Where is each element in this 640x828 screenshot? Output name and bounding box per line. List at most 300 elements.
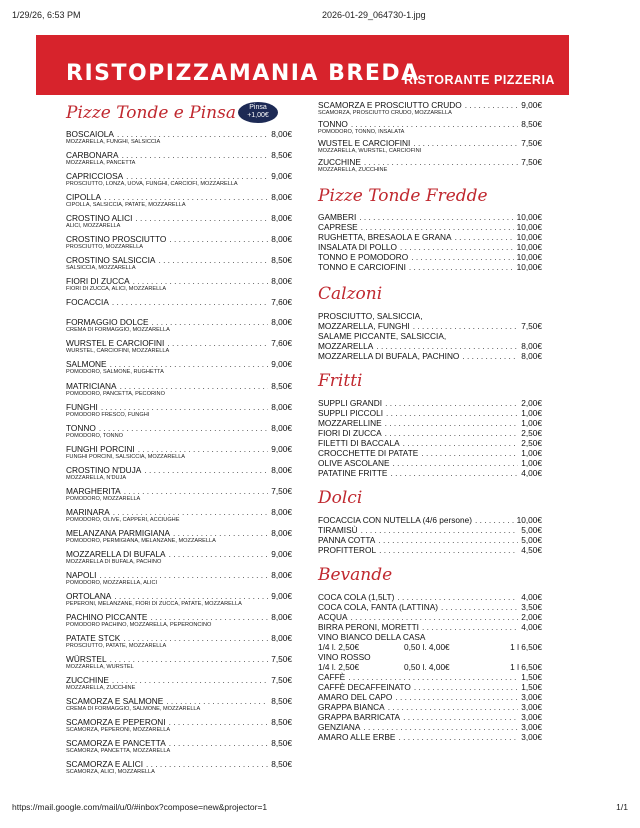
item-price: 8,00€ [271,612,292,623]
menu-item [66,654,292,671]
item-row [318,682,542,692]
item-name: FUNGHI [66,401,98,412]
item-name: PACHINO PICCANTE [66,612,148,623]
item-name: SCAMORZA E PROSCIUTTO CRUDO [318,100,462,110]
menu-item [318,612,542,622]
dot-leader [123,633,268,643]
menu-item [318,252,542,262]
menu-item [318,242,542,252]
item-row [318,722,542,732]
dot-leader [422,622,518,632]
dot-leader [385,398,518,408]
item-row [318,119,542,129]
item-price: 7,50€ [521,157,542,167]
item-name: COCA COLA (1,5LT) [318,592,395,602]
item-price: 8,50€ [271,717,292,728]
dot-leader [158,255,268,265]
dot-leader [403,712,518,722]
item-name: WÜRSTEL [66,654,107,665]
vino-rosso [318,652,542,672]
item-row [66,612,292,622]
dot-leader [166,696,268,706]
item-name: FOCACCIA [66,297,109,308]
dolci-list [318,515,542,555]
dot-leader [421,448,518,458]
item-price: 2,50€ [521,428,542,438]
item-row [318,242,542,252]
pizze-list-continued [318,95,542,174]
menu-item [66,171,292,188]
item-row [66,675,292,685]
menu-item [66,338,292,355]
bevande-list [318,592,542,632]
menu-item [66,759,292,776]
item-row [66,359,292,369]
menu-item [318,408,542,418]
pizze-list [66,129,292,776]
item-description: MOZZARELLA, ZUCCHINE [66,685,136,692]
section-title: Pizze Tonde Fredde [318,186,488,206]
item-price: 1,00€ [521,418,542,428]
item-description: CIPOLLA, SALSICCIA, PATATE, MOZZARELLA [66,202,186,209]
item-row [318,602,542,612]
item-description: MOZZARELLA, ZUCCHINE [318,167,388,173]
item-row [318,672,542,682]
item-row [66,696,292,706]
item-name: MELANZANA PARMIGIANA [66,527,171,538]
item-price: 8,00€ [271,464,292,475]
item-price: 10,00€ [516,212,542,222]
item-name: CROSTINO N'DUJA [66,464,142,475]
dot-leader [364,157,518,167]
item-row [318,712,542,722]
menu-item [318,722,542,732]
menu-item [318,448,542,458]
item-price: 9,00€ [271,443,292,454]
item-row [66,297,292,307]
item-price: 8,00€ [271,401,292,412]
menu-item [66,528,292,545]
menu-item [318,222,542,232]
item-price: 8,00€ [271,234,292,245]
item-description: POMODORO, PERMIGIANA, MELANZANE, MOZZARELLA [66,537,216,544]
menu-item [318,119,542,136]
item-name: GAMBERI [318,212,357,222]
item-price: 7,60€ [271,338,292,349]
dot-leader [113,507,268,517]
item-row [66,402,292,412]
menu-item [66,738,292,755]
item-name: NAPOLI [66,569,97,580]
item-name: CROSTINO PROSCIUTTO [66,234,167,245]
item-row [318,232,542,242]
dot-leader [403,438,519,448]
item-price: 8,00€ [271,213,292,224]
item-price: 1,50€ [521,672,542,682]
item-row [66,465,292,475]
menu-item [318,138,542,155]
item-name: SCAMORZA E PANCETTA [66,738,166,749]
item-description: SCAMORZA, PEPERONI, MOZZARELLA [66,727,171,734]
item-row [66,255,292,265]
item-price: 1,50€ [521,682,542,692]
dot-leader [101,402,268,412]
item-row [318,157,542,167]
item-description: PROSCIUTTO, PATATE, MOZZARELLA [66,643,167,650]
item-name: OLIVE ASCOLANE [318,458,390,468]
dot-leader [133,276,269,286]
dot-leader [455,232,514,242]
print-footer [12,802,628,814]
menu-item [66,696,292,713]
dot-leader [173,528,268,538]
vino-liter: 1 l 6,50€ [510,642,542,652]
item-row [318,212,542,222]
item-description: PROSCIUTTO, MOZZARELLA [66,244,143,251]
dot-leader [413,321,518,331]
vino-quarter: 1/4 l. 2,50€ [318,642,360,652]
item-name-line: PROSCIUTTO, SALSICCIA, [318,311,423,321]
item-name: GENZIANA [318,722,361,732]
menu-item [66,465,292,482]
dot-leader [385,428,519,438]
item-row [66,150,292,160]
item-name: CAFFÈ [318,672,346,682]
item-name: CROSTINO SALSICCIA [66,255,156,266]
item-price: 7,50€ [271,485,292,496]
item-price: 1,00€ [521,448,542,458]
item-price: 3,50€ [521,602,542,612]
menu-item [318,525,542,535]
item-name-line: SALAME PICCANTE, SALSICCIA, [318,331,447,341]
item-name: CAPRICCIOSA [66,171,124,182]
item-description: SCAMORZA, PANCETTA, MOZZARELLA [66,748,171,755]
item-row [66,507,292,517]
item-price: 10,00€ [516,515,542,525]
item-name: TONNO E POMODORO [318,252,409,262]
menu-item [66,234,292,251]
dot-leader [104,192,268,202]
pinsa-badge [238,102,278,123]
menu-item [66,381,292,398]
dot-leader [117,129,268,139]
item-name: AMARO ALLE ERBE [318,732,396,742]
item-row [66,591,292,601]
dot-leader [135,213,268,223]
item-description: MOZZARELLA, WURSTEL, CARCIOFINI [318,148,422,154]
item-name: FUNGHI PORCINI [66,443,135,454]
item-row [318,622,542,632]
dot-leader [385,418,519,428]
item-name: TONNO E CARCIOFINI [318,262,406,272]
item-price: 8,00€ [271,192,292,203]
item-row [318,100,542,110]
item-price: 1,00€ [521,458,542,468]
item-price: 4,00€ [521,622,542,632]
dot-leader [99,423,268,433]
item-price: 7,60€ [271,297,292,308]
menu-item [318,692,542,702]
dot-leader [169,234,268,244]
fritti-list [318,398,542,478]
item-description: POMODORO, TONNO [66,432,123,439]
item-price: 10,00€ [516,242,542,252]
dot-leader [126,171,268,181]
badge-line: +1,00€ [247,112,269,119]
dot-leader [379,545,518,555]
restaurant-name: RISTOPIZZAMANIA BREDA [66,61,420,86]
item-name: MOZZARELLA DI BUFALA, PACHINO [318,351,460,361]
item-row [66,276,292,286]
item-name: CARBONARA [66,150,119,161]
section-pizze-tonde [66,95,292,125]
item-description: FIORI DI ZUCCA, ALICI, MOZZARELLA [66,286,167,293]
item-row [318,418,542,428]
pizze-fredde-list [318,212,542,272]
item-name: FILETTI DI BACCALA [318,438,400,448]
vino-label: VINO ROSSO [318,652,371,662]
menu-item [318,157,542,174]
item-row [318,732,542,742]
item-row [318,351,542,361]
item-description: POMODORO PACHINO, MOZZARELLA, PEPERONCINO [66,622,212,629]
item-name: AMARO DEL CAPO [318,692,393,702]
item-name: FOCACCIA CON NUTELLA (4/6 persone) [318,515,473,525]
item-row [318,262,542,272]
item-row [318,535,542,545]
dot-leader [169,738,269,748]
item-row [66,738,292,748]
menu-item [318,545,542,555]
menu-item [66,192,292,209]
menu-item [66,591,292,608]
menu-item [318,702,542,712]
item-price: 4,00€ [521,468,542,478]
vino-label: VINO BIANCO DELLA CASA [318,632,426,642]
dot-leader [361,222,514,232]
item-price: 8,00€ [271,317,292,328]
menu-item [318,212,542,222]
item-description: MOZZARELLA, N'DUJA [66,474,127,481]
item-row [66,759,292,769]
dot-leader [398,732,518,742]
item-price: 10,00€ [516,222,542,232]
section-bevande [318,565,542,587]
dot-leader [378,535,518,545]
item-name: TONNO [66,422,96,433]
item-row [318,545,542,555]
item-description: WURSTEL, CARCIOFINI, MOZZARELLA [66,348,170,355]
section-title: Bevande [318,565,393,585]
item-name: PROFITTEROL [318,545,377,555]
menu-page [36,35,569,795]
menu-item [318,515,542,525]
item-price: 5,00€ [521,535,542,545]
item-row [318,252,542,262]
dot-leader [397,592,518,602]
item-row [318,612,542,622]
dot-leader [390,468,518,478]
item-name: SCAMORZA E PEPERONI [66,717,166,728]
item-price: 2,00€ [521,612,542,622]
menu-item [318,262,542,272]
dot-leader [169,717,269,727]
dot-leader [359,212,513,222]
item-price: 10,00€ [516,262,542,272]
vino-bianco [318,632,542,652]
dot-leader [110,654,269,664]
item-description: POMODORO, SALMONE, RUGHETTA [66,369,164,376]
item-row [318,458,542,468]
dot-leader [169,549,269,559]
item-name: ZUCCHINE [318,157,361,167]
menu-item [66,276,292,293]
item-name: MATRICIANA [66,380,117,391]
section-fritti [318,371,542,393]
item-description: PROSCIUTTO, LONZA, UOVA, FUNGHI, CARCIOFI, MOZZARELLA [66,181,238,188]
item-row [318,692,542,702]
dot-leader [395,692,518,702]
item-description: SCAMORZA, ALICI, MOZZARELLA [66,769,155,776]
item-price: 8,50€ [271,759,292,770]
item-name: PATATINE FRITTE [318,468,388,478]
item-description: MOZZARELLA, PANCETTA [66,160,136,167]
menu-item [66,444,292,461]
item-name: TONNO [318,119,348,129]
dot-leader [152,317,269,327]
vino-prices [318,662,542,672]
item-row [318,438,542,448]
dot-leader [409,262,514,272]
dot-leader [413,138,518,148]
print-url: https://mail.google.com/mail/u/0/#inbox?compose=new&projector=1 [12,802,268,812]
item-name: MOZZARELLA, FUNGHI [318,321,410,331]
menu-item [66,486,292,503]
item-row [318,222,542,232]
item-price: 3,00€ [521,722,542,732]
item-name: ACQUA [318,612,348,622]
item-name: PATATE STCK [66,633,121,644]
item-name: SCAMORZA E SALMONE [66,696,164,707]
menu-banner [36,35,569,95]
item-name: CAPRESE [318,222,358,232]
menu-item [318,418,542,428]
dot-leader [167,338,268,348]
menu-item [318,398,542,408]
item-row [66,171,292,181]
restaurant-subtitle: RISTORANTE PIZZERIA [404,73,555,87]
menu-item [66,317,292,334]
print-filename: 2026-01-29_064730-1.jpg [322,10,426,20]
item-name: SALMONE [66,359,107,370]
item-price: 2,00€ [521,398,542,408]
item-name: TIRAMISÙ [318,525,358,535]
menu-item [318,535,542,545]
item-row [66,381,292,391]
item-price: 8,50€ [521,119,542,129]
dot-leader [462,351,518,361]
item-row [318,341,542,351]
dot-leader [386,408,518,418]
print-header [12,10,628,24]
menu-item [318,602,542,612]
item-name: BOSCAIOLA [66,129,114,139]
dot-leader [351,612,519,622]
menu-item [66,150,292,167]
item-price: 9,00€ [521,100,542,110]
item-row [318,515,542,525]
item-name: ZUCCHINE [66,675,109,686]
menu-item [66,633,292,650]
calzoni-list [318,311,542,361]
item-price: 8,00€ [271,276,292,287]
item-name: PANNA COTTA [318,535,376,545]
menu-item [318,100,542,117]
item-price: 3,00€ [521,712,542,722]
vino-liter: 1 l 6,50€ [510,662,542,672]
item-price: 4,00€ [521,592,542,602]
dot-leader [144,465,268,475]
item-row [318,592,542,602]
section-title: Fritti [318,371,363,391]
menu-item [66,675,292,692]
menu-item [66,612,292,629]
item-price: 10,00€ [516,232,542,242]
item-name: MOZZARELLA [318,341,374,351]
item-description: POMODORO, MOZZARELLA [66,495,141,502]
dot-leader [465,100,519,110]
item-price: 7,50€ [521,138,542,148]
item-price: 8,00€ [521,341,542,351]
item-row [66,444,292,454]
menu-item [66,359,292,376]
item-description: POMODORO, MOZZARELLA, ALICI [66,579,158,586]
item-description: CREMA DI FORMAGGIO, MOZZARELLA [66,327,170,334]
dot-leader [376,341,518,351]
item-name: SCAMORZA E ALICI [66,759,143,770]
item-name: GRAPPA BIANCA [318,702,385,712]
menu-item [66,507,292,524]
item-price: 3,00€ [521,732,542,742]
menu-item [318,331,542,351]
item-name: COCA COLA, FANTA (LATTINA) [318,602,439,612]
menu-column-left [66,95,292,780]
dot-leader [363,722,518,732]
item-row [318,321,542,331]
menu-item [66,129,292,146]
dot-leader [124,486,269,496]
menu-item [318,468,542,478]
item-row [66,423,292,433]
item-description: ALICI, MOZZARELLA [66,223,121,230]
badge-line: Pinsa [249,104,267,111]
menu-item [318,311,542,331]
item-name: RUGHETTA, BRESAOLA E GRANA [318,232,452,242]
menu-item [66,549,292,566]
bevande-list-2 [318,672,542,742]
item-name: SUPPLI PICCOLI [318,408,384,418]
item-name: FORMAGGIO DOLCE [66,317,149,328]
dot-leader [348,672,518,682]
menu-item [318,682,542,692]
menu-item [66,717,292,734]
menu-item [318,622,542,632]
item-price: 7,50€ [521,321,542,331]
item-name: SUPPLI GRANDI [318,398,383,408]
item-price: 9,00€ [271,171,292,182]
dot-leader [110,359,269,369]
item-description: POMODORO, TONNO, INSALATA [318,129,405,135]
